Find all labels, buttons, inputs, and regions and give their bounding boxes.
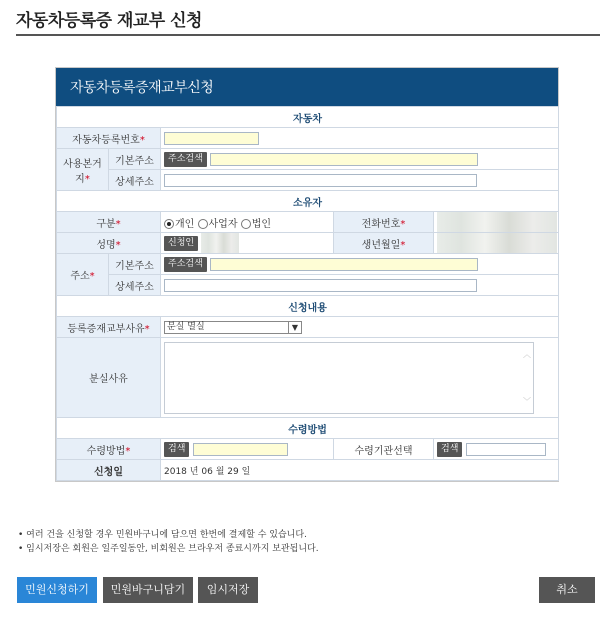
owner-detail-address-label: 상세주소 xyxy=(109,275,161,296)
reissue-reason-value: 분실 멸실 xyxy=(167,321,205,332)
owner-address-search-button[interactable]: 주소검색 xyxy=(164,257,207,272)
reg-no-label: 자동차등록번호* xyxy=(57,128,161,149)
notice-item: • 여러 건을 신청할 경우 민원바구니에 담으면 한번에 결제할 수 있습니다. xyxy=(18,530,307,540)
base-basic-address-label: 기본주소 xyxy=(109,149,161,170)
submit-button[interactable]: 민원신청하기 xyxy=(17,577,97,603)
receipt-method-label: 수령방법* xyxy=(57,439,161,460)
loss-reason-label: 분실사유 xyxy=(57,338,161,418)
birth-value-redacted xyxy=(437,233,557,253)
base-location-label: 사용본거지* xyxy=(57,149,109,191)
name-value-redacted xyxy=(201,233,239,253)
owner-basic-address-label: 기본주소 xyxy=(109,254,161,275)
name-label: 성명* xyxy=(57,233,161,254)
radio-corporation[interactable] xyxy=(241,219,251,229)
category-label: 구분* xyxy=(57,212,161,233)
reissue-form-panel xyxy=(55,67,559,482)
temp-save-button[interactable]: 임시저장 xyxy=(198,577,258,603)
add-to-basket-button[interactable]: 민원바구니담기 xyxy=(103,577,193,603)
section-request: 신청내용 xyxy=(57,296,559,317)
receipt-method-input[interactable] xyxy=(193,443,288,456)
title-divider xyxy=(16,34,600,36)
radio-individual-label: 개인 xyxy=(175,218,195,230)
applicant-button[interactable]: 신청인 xyxy=(164,236,198,251)
category-radio-group xyxy=(161,212,334,233)
receipt-method-search-button[interactable]: 검색 xyxy=(164,442,189,457)
radio-business-label: 사업자 xyxy=(208,218,238,230)
base-basic-address-input[interactable] xyxy=(210,153,478,166)
page-title: 자동차등록증 재교부 신청 xyxy=(16,11,202,31)
section-owner: 소유자 xyxy=(57,191,559,212)
radio-individual[interactable] xyxy=(164,219,174,229)
cancel-button[interactable]: 취소 xyxy=(539,577,595,603)
reg-no-input[interactable] xyxy=(164,132,259,145)
form-header: 자동차등록증재교부신청 xyxy=(56,68,558,106)
receipt-office-input[interactable] xyxy=(466,443,546,456)
section-receipt: 수령방법 xyxy=(57,418,559,439)
birth-label: 생년월일* xyxy=(334,233,434,254)
phone-label: 전화번호* xyxy=(334,212,434,233)
reissue-reason-label: 등록증재교부사유* xyxy=(57,317,161,338)
notice-item: • 임시저장은 회원은 일주일동안, 비회원은 브라우저 종료시까지 보관됩니다. xyxy=(18,544,319,554)
apply-date-label: 신청일 xyxy=(57,460,161,481)
form-table xyxy=(56,106,559,481)
radio-corporation-label: 법인 xyxy=(251,218,272,230)
apply-date-value: 2018 년 06 월 29 일 xyxy=(161,460,559,481)
receipt-office-search-button[interactable]: 검색 xyxy=(437,442,462,457)
notice-list xyxy=(18,528,319,556)
owner-basic-address-input[interactable] xyxy=(210,258,478,271)
address-label: 주소* xyxy=(57,254,109,296)
base-address-search-button[interactable]: 주소검색 xyxy=(164,152,207,167)
base-detail-address-input[interactable] xyxy=(164,174,477,187)
loss-reason-textarea[interactable] xyxy=(164,342,534,414)
textarea-scrollbar[interactable] xyxy=(521,343,533,413)
owner-detail-address-input[interactable] xyxy=(164,279,477,292)
scroll-up-icon[interactable]: ︿ xyxy=(523,349,531,359)
radio-business[interactable] xyxy=(198,219,208,229)
reissue-reason-select[interactable] xyxy=(164,321,302,334)
receipt-office-label: 수령기관선택 xyxy=(334,439,434,460)
scroll-down-icon[interactable]: ﹀ xyxy=(523,396,531,406)
phone-value-redacted xyxy=(437,212,557,232)
chevron-down-icon: ▼ xyxy=(288,322,301,333)
base-detail-address-label: 상세주소 xyxy=(109,170,161,191)
section-vehicle: 자동차 xyxy=(57,107,559,128)
